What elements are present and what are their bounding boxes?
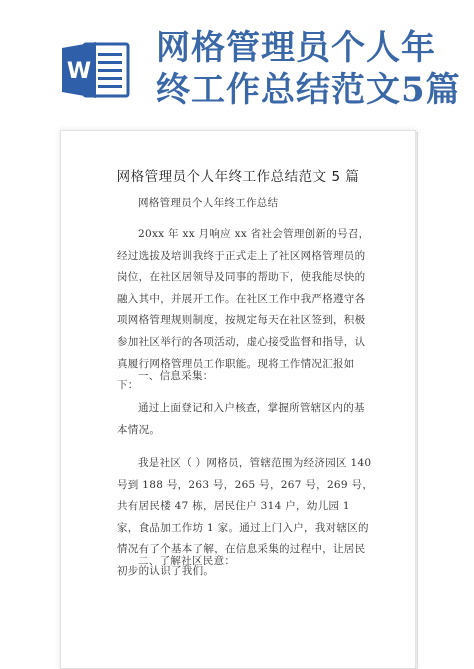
word-icon-letter: W <box>66 59 92 84</box>
document-page <box>60 130 416 669</box>
document-title: 网格管理员个人年终工作总结范文 5 篇 <box>116 169 360 185</box>
banner-title-line1: 网格管理员个人年 <box>156 28 436 68</box>
paragraph-info: 通过上面登记和入户核查，掌握所管辖区内的基本情况。 <box>117 402 365 436</box>
document-preview <box>60 130 416 669</box>
paragraph-scope: 我是社区（ ）网格员，管辖范围为经济园区 140 号到 188 号，263 号，265 号，267 号，269 号，共有居民楼 47 栋，居民住户 314 户，幼儿园 1 家，食品加工作坊 1 家。通过上门入户，我对辖区的情况有了个基本了解，在信息采集的过程中，让居民初步的认识了我们。 <box>117 457 374 577</box>
banner-title-line2: 终工作总结范文5篇 <box>156 70 461 110</box>
section-heading-opinion: 二、了解社区民意： <box>138 555 236 567</box>
word-document-icon <box>62 40 130 100</box>
banner <box>0 0 474 135</box>
section-heading-info: 一、信息采集： <box>138 370 214 382</box>
paragraph-intro: 20xx 年 xx 月响应 xx 省社会管理创新的号召，经过选拔及培训我终于正式走上了社区网格管理员的岗位，在社区居领导及同事的帮助下，使我能尽快的融入其中，并展开工作。在社区工作中我严格遵守各项网格管理规则制度，按规定每天在社区签到，积极参加社区举行的各项活动，虚心接受监督和指导，认真履行网格管理员工作职能。现将工作情况汇报如下： <box>117 228 370 392</box>
banner-title <box>156 27 466 111</box>
document-subtitle: 网格管理员个人年终工作总结 <box>138 197 279 209</box>
